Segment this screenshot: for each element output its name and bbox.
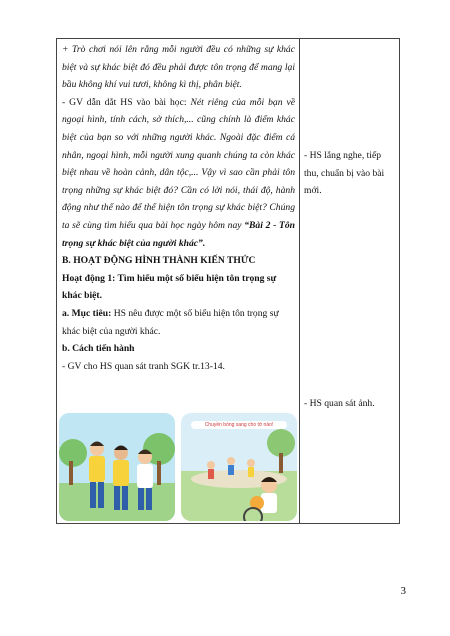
lesson-table (56, 38, 400, 524)
teacher-activity-column (62, 41, 295, 375)
column-divider (299, 39, 300, 523)
student-response-2: - HS quan sát ảnh. (304, 398, 375, 409)
illustration-playground-ball (181, 413, 297, 521)
illustration-students-group (59, 413, 175, 521)
page-number: 3 (400, 585, 406, 597)
lead-in-paragraph: - GV dẫn dắt HS vào bài học: Nét riêng của mỗi bạn về ngoại hình, tính cách, sở thích,... cũng chính là điểm khác biệt của bạn so với những người khác. Ngoài đặc điểm cá nhân, ngoại hình, mỗi người xung quanh chúng ta còn khác biệt nhau về hoàn cảnh, dân tộc,... Vậy vì sao cần phải tôn trọng những sự khác biệt đó? Cần có lời nói, thái độ, hành động như thế nào để thể hiện tôn trọng sự khác biệt? Chúng ta sẽ cùng tìm hiểu qua bài học ngày hôm nay “Bài 2 - Tôn trọng sự khác biệt của người khác”. (62, 96, 296, 249)
section-heading-b: B. HOẠT ĐỘNG HÌNH THÀNH KIẾN THỨC (62, 255, 256, 267)
gv-task: - GV cho HS quan sát tranh SGK tr.13-14. (62, 360, 225, 372)
activity-1-title: Hoạt động 1: Tìm hiểu một số biểu hiện tôn trọng sự khác biệt. (62, 272, 277, 302)
objective: a. Mục tiêu: HS nêu được một số biểu hiện tôn trọng sự khác biệt của người khác. (62, 307, 279, 337)
speech-bubble: Chuyền bóng sang cho tớ nào! (191, 421, 287, 429)
game-conclusion: + Trò chơi nói lên rằng mỗi người đều có những sự khác biệt và sự khác biệt đó đều phải được tôn trọng để mang lại bầu không khí vui tươi, không kì thị, phân biệt. (62, 44, 295, 91)
textbook-illustrations (59, 413, 297, 521)
procedure-heading: b. Cách tiến hành (62, 343, 135, 355)
student-response-1: - HS lắng nghe, tiếp thu, chuẩn bị vào bài mới. (304, 150, 385, 197)
